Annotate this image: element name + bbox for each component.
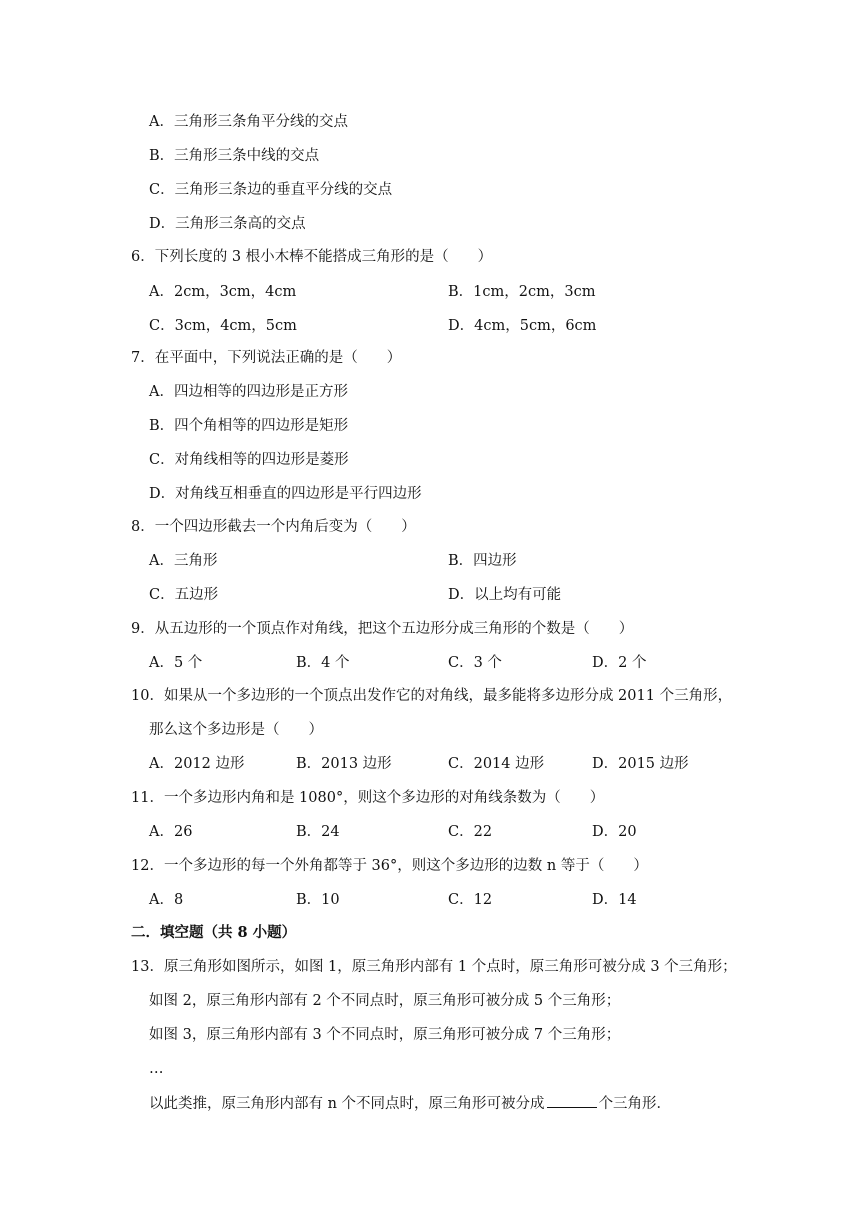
q8-option-d: D．以上均有可能 [448,587,562,603]
q11-option-d: D．20 [592,824,637,840]
q11-option-c: C．22 [448,824,493,840]
q12-option-c: C．12 [448,892,493,908]
q5-option-b: B．三角形三条中线的交点 [149,148,320,164]
q5-option-a: A．三角形三条角平分线的交点 [149,114,348,130]
q10-stem-line1: 10．如果从一个多边形的一个顶点出发作它的对角线，最多能将多边形分成 2011 个三角形， [131,688,733,704]
q10-option-a: A．2012 边形 [149,756,245,772]
q7-stem: 7．在平面中，下列说法正确的是（ ） [131,350,402,366]
q12-option-d: D．14 [592,892,637,908]
q13-line3: 如图 3，原三角形内部有 3 个不同点时，原三角形可被分成 7 个三角形； [149,1027,621,1043]
q8-option-c: C．五边形 [149,587,219,603]
q8-option-a: A．三角形 [149,553,218,569]
q10-stem-line2: 那么这个多边形是（ ） [149,722,323,738]
section-2-title: 二．填空题（共 8 小题） [131,924,297,941]
q9-option-b: B．4 个 [296,655,350,671]
q8-stem: 8．一个四边形截去一个内角后变为（ ） [131,519,416,535]
q10-option-c: C．2014 边形 [448,756,545,772]
q8-option-b: B．四边形 [448,553,517,569]
q13-line5-after: 个三角形． [598,1096,672,1112]
q6-option-d: D．4cm，5cm，6cm [448,318,597,334]
q5-option-c: C．三角形三条边的垂直平分线的交点 [149,182,393,198]
q12-option-b: B．10 [296,892,340,908]
q12-option-a: A．8 [149,892,184,908]
q13-line1: 13．原三角形如图所示，如图 1，原三角形内部有 1 个点时，原三角形可被分成 3 个三角形； [131,959,737,975]
q13-line2: 如图 2，原三角形内部有 2 个不同点时，原三角形可被分成 5 个三角形； [149,993,621,1009]
q13-line5 [149,1093,671,1114]
q12-stem: 12．一个多边形的每一个外角都等于 36°，则这个多边形的边数 n 等于（ ） [131,858,648,874]
q7-option-b: B．四个角相等的四边形是矩形 [149,418,349,434]
q6-stem: 6．下列长度的 3 根小木棒不能搭成三角形的是（ ） [131,249,493,265]
q6-option-c: C．3cm，4cm，5cm [149,318,297,334]
q10-option-b: B．2013 边形 [296,756,392,772]
q10-option-d: D．2015 边形 [592,756,689,772]
q13-line5-before: 以此类推，原三角形内部有 n 个不同点时，原三角形可被分成 [149,1096,545,1112]
q9-option-c: C．3 个 [448,655,502,671]
q9-stem: 9．从五边形的一个顶点作对角线，把这个五边形分成三角形的个数是（ ） [131,621,634,637]
q9-option-a: A．5 个 [149,655,203,671]
q6-option-b: B．1cm，2cm，3cm [448,284,596,300]
q11-option-a: A．26 [149,824,193,840]
q9-option-d: D．2 个 [592,655,647,671]
q7-option-a: A．四边相等的四边形是正方形 [149,384,348,400]
q7-option-c: C．对角线相等的四边形是菱形 [149,452,349,468]
q13-ellipsis: … [149,1061,164,1077]
q5-option-d: D．三角形三条高的交点 [149,216,306,232]
q11-option-b: B．24 [296,824,340,840]
q7-option-d: D．对角线互相垂直的四边形是平行四边形 [149,486,422,502]
q6-option-a: A．2cm，3cm，4cm [149,284,297,300]
q11-stem: 11．一个多边形内角和是 1080°，则这个多边形的对角线条数为（ ） [131,790,605,806]
q13-answer-blank[interactable] [547,1093,597,1108]
